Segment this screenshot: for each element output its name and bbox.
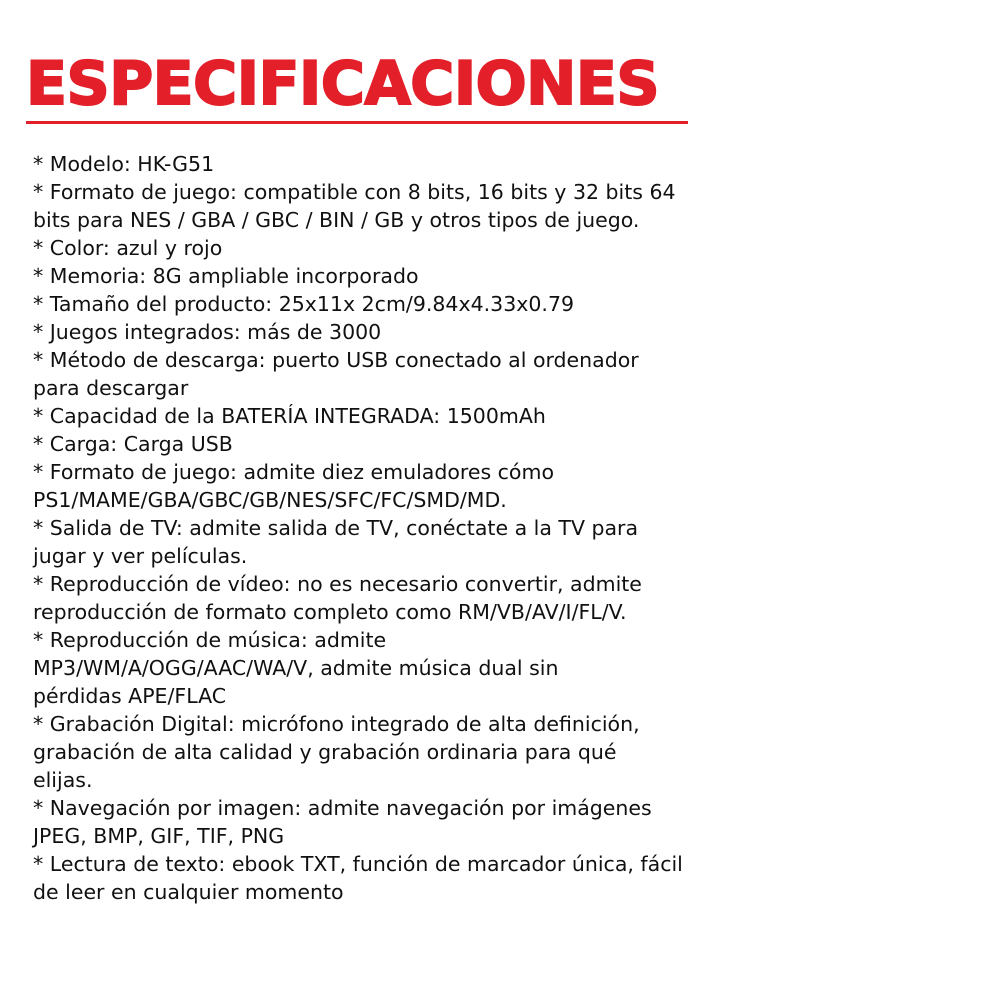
spec-line: de leer en cualquier momento	[33, 880, 344, 904]
spec-line: * Reproducción de vídeo: no es necesario convertir, admite	[33, 572, 642, 596]
title-underline	[26, 121, 688, 124]
spec-line: para descargar	[33, 376, 189, 400]
page-title: ESPECIFICACIONES	[26, 49, 660, 119]
spec-line: bits para NES / GBA / GBC / BIN / GB y otros tipos de juego.	[33, 208, 640, 232]
spec-line: * Método de descarga: puerto USB conectado al ordenador	[33, 348, 639, 372]
spec-line: * Juegos integrados: más de 3000	[33, 320, 382, 344]
spec-line: * Lectura de texto: ebook TXT, función de marcador única, fácil	[33, 852, 683, 876]
spec-line: PS1/MAME/GBA/GBC/GB/NES/SFC/FC/SMD/MD.	[33, 488, 507, 512]
spec-line: * Modelo: HK-G51	[33, 152, 215, 176]
spec-line: * Reproducción de música: admite	[33, 628, 387, 652]
spec-line: MP3/WM/A/OGG/AAC/WA/V, admite música dual sin	[33, 656, 559, 680]
spec-line: JPEG, BMP, GIF, TIF, PNG	[33, 824, 285, 848]
spec-line: * Formato de juego: compatible con 8 bits, 16 bits y 32 bits 64	[33, 180, 676, 204]
spec-list	[33, 150, 733, 906]
spec-line: * Color: azul y rojo	[33, 236, 223, 260]
spec-line: grabación de alta calidad y grabación ordinaria para qué	[33, 740, 617, 764]
spec-line: pérdidas APE/FLAC	[33, 684, 227, 708]
spec-line: * Salida de TV: admite salida de TV, conéctate a la TV para	[33, 516, 639, 540]
spec-line: * Capacidad de la BATERÍA INTEGRADA: 1500mAh	[33, 404, 546, 428]
spec-line: * Formato de juego: admite diez emuladores cómo	[33, 460, 554, 484]
spec-line: * Carga: Carga USB	[33, 432, 233, 456]
spec-line: jugar y ver películas.	[33, 544, 248, 568]
spec-line: * Memoria: 8G ampliable incorporado	[33, 264, 419, 288]
spec-line: * Navegación por imagen: admite navegación por imágenes	[33, 796, 652, 820]
spec-line: elijas.	[33, 768, 93, 792]
spec-line: reproducción de formato completo como RM/VB/AV/I/FL/V.	[33, 600, 627, 624]
spec-line: * Grabación Digital: micrófono integrado de alta definición,	[33, 712, 640, 736]
spec-line: * Tamaño del producto: 25x11x 2cm/9.84x4.33x0.79	[33, 292, 575, 316]
